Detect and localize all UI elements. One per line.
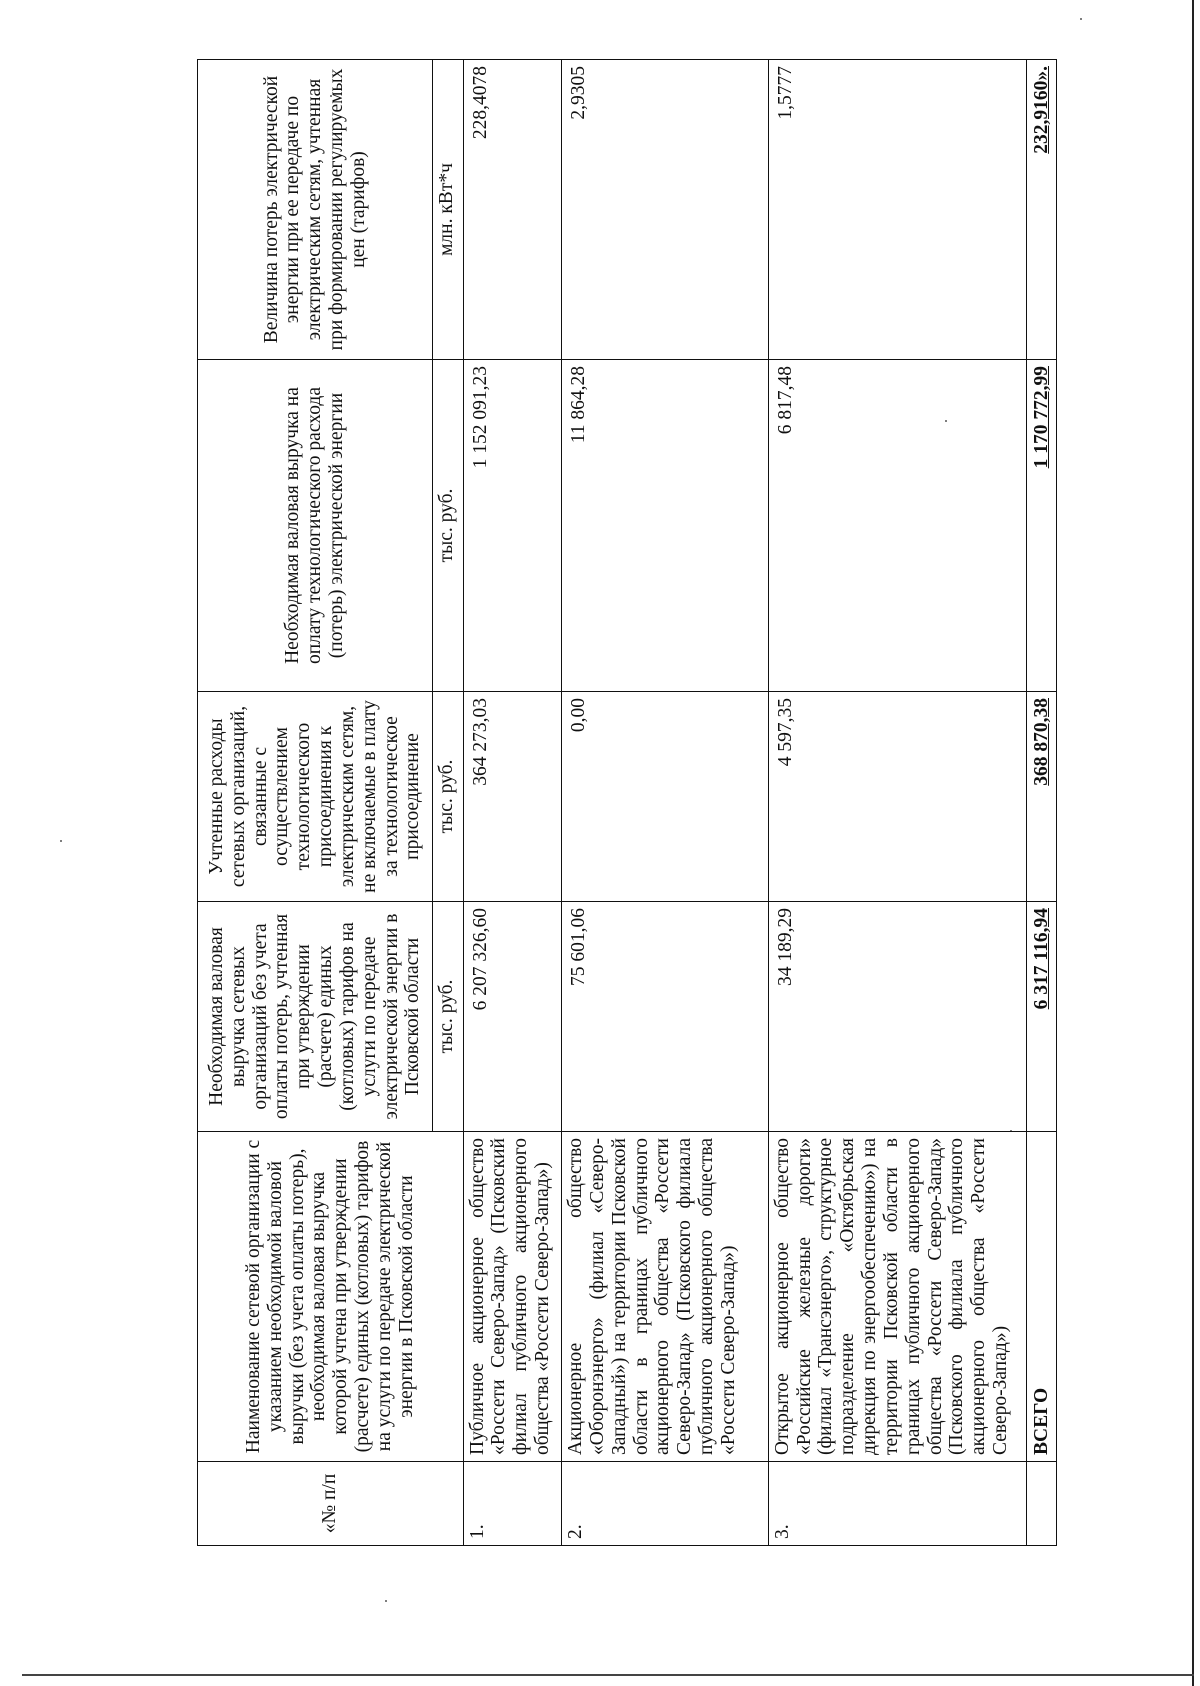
tariff-table [197, 59, 1057, 1546]
table-row [562, 60, 769, 1546]
total-loss-volume: 232,9160». [1026, 60, 1056, 360]
row-tech-connection: 364 273,03 [463, 692, 561, 902]
scan-edge-bottom [22, 1674, 1194, 1676]
table-row [768, 60, 1026, 1546]
header-tech-connection: Учтенные расходы сетевых организаций, связанные с осуществлением технологического присоединения к электрическим сетям, не включаемые в плату за технологическое присоединение [198, 692, 433, 902]
row-loss-payment: 6 817,48 [768, 360, 1026, 692]
header-loss-payment: Необходимая валовая выручка на оплату технологического расхода (потерь) электрической энергии [198, 360, 433, 692]
header-loss-volume: Величина потерь электрической энергии при ее передаче по электрическим сетям, учтенная при формировании регулируемых цен (тарифов) [198, 60, 433, 360]
row-tech-connection: 0,00 [562, 692, 769, 902]
unit-loss-volume: млн. кВт*ч [433, 60, 463, 360]
row-loss-volume: 228,4078 [463, 60, 561, 360]
row-num: 1. [463, 1462, 561, 1546]
row-loss-payment: 11 864,28 [562, 360, 769, 692]
row-organization-name: Публичное акционерное общество «Россети Северо-Запад» (Псковский филиал публичного акционерного общества «Россети Северо-Запад») [463, 1132, 561, 1462]
total-loss-payment: 1 170 772,99 [1026, 360, 1056, 692]
row-nvv: 6 207 326,60 [463, 902, 561, 1132]
unit-loss-payment: тыс. руб. [433, 360, 463, 692]
header-num: «№ п/п [198, 1462, 464, 1546]
total-num-cell [1026, 1462, 1056, 1546]
row-organization-name: Акционерное общество «Оборонэнерго» (филиал «Северо-Западный») на территории Псковской области в границах публичного акционерного общества «Россети Северо-Запад» (Псковского филиала публичного акционерного общества «Россети Северо-Запад») [562, 1132, 769, 1462]
total-tech-connection: 368 870,38 [1026, 692, 1056, 902]
table-row [463, 60, 561, 1546]
header-nvv: Необходимая валовая выручка сетевых организаций без учета оплаты потерь, учтенная при утверждении (расчете) единых (котловых) тарифов на услуги по передаче электрической энергии в Псковской области [198, 902, 433, 1132]
total-row [1026, 60, 1056, 1546]
unit-tech-connection: тыс. руб. [433, 692, 463, 902]
header-organization-name: Наименование сетевой организации с указанием необходимой валовой выручки (без учета оплаты потерь), необходимая валовая выручка которой учтена при утверждении (расчете) единых (котловых) тарифов на услуги по передаче электрической энергии в Псковской области [198, 1132, 464, 1462]
row-nvv: 34 189,29 [768, 902, 1026, 1132]
scan-speck [385, 1600, 387, 1602]
row-num: 3. [768, 1462, 1026, 1546]
total-label: ВСЕГО [1026, 1132, 1056, 1462]
rotated-table-sheet [197, 60, 1057, 1546]
row-loss-volume: 1,5777 [768, 60, 1026, 360]
header-row [198, 60, 433, 1546]
row-loss-volume: 2,9305 [562, 60, 769, 360]
total-nvv: 6 317 116,94 [1026, 902, 1056, 1132]
row-loss-payment: 1 152 091,23 [463, 360, 561, 692]
row-tech-connection: 4 597,35 [768, 692, 1026, 902]
row-num: 2. [562, 1462, 769, 1546]
row-nvv: 75 601,06 [562, 902, 769, 1132]
scan-speck [1080, 18, 1082, 20]
unit-nvv: тыс. руб. [433, 902, 463, 1132]
scan-edge-right [1192, 0, 1194, 1686]
scan-speck [60, 840, 62, 842]
row-organization-name: Открытое акционерное общество «Российские железные дороги» (филиал «Трансэнерго», структурное подразделение «Октябрьская дирекция по энергообеспечению») на территории Псковской области в границах публичного акционерного общества «Россети Северо-Запад» (Псковского филиала публичного акционерного общества «Россети Северо-Запад») [768, 1132, 1026, 1462]
